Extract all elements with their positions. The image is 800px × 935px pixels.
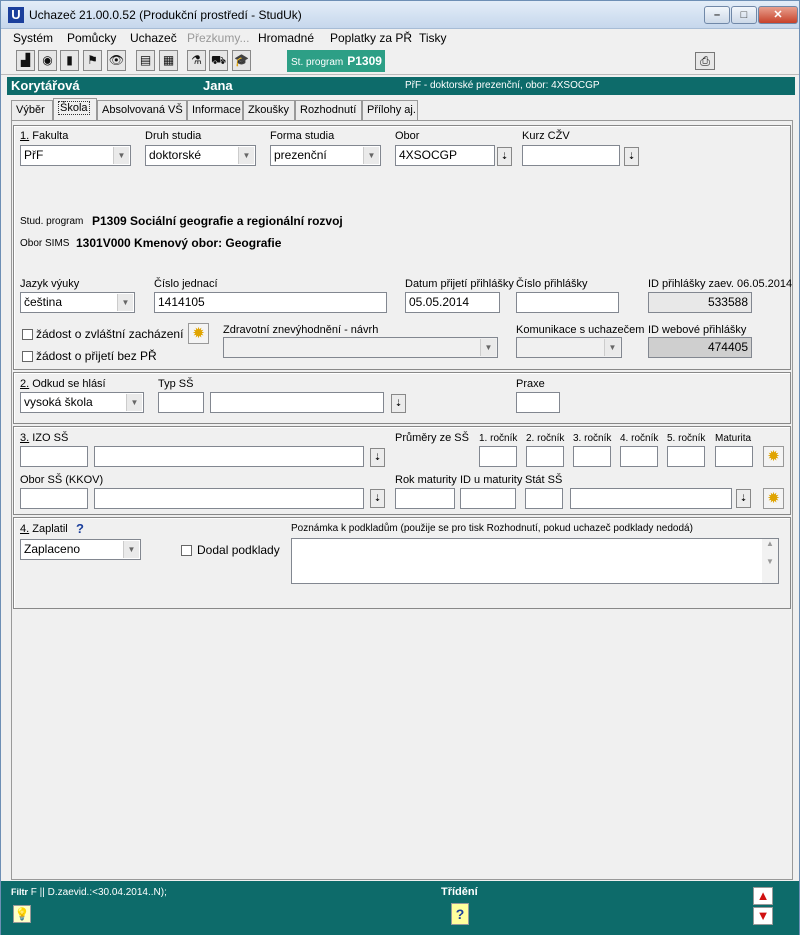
- toolbar: [1, 47, 799, 75]
- tab-skola[interactable]: [53, 98, 97, 120]
- tab-vyber[interactable]: Výběr: [11, 100, 53, 120]
- st-program-indicator: [287, 50, 385, 72]
- komunikace-select[interactable]: [516, 337, 622, 358]
- stat-ss-label: Stát SŠ: [525, 474, 563, 486]
- obor-field[interactable]: 4XSOCGP: [395, 145, 495, 166]
- zaplatil-help-icon[interactable]: ?: [76, 521, 84, 536]
- rocnik5-label: 5. ročník: [667, 433, 706, 444]
- graduation-icon[interactable]: 🎓: [232, 50, 251, 71]
- menu-bar: [1, 29, 799, 47]
- obor-pick-button[interactable]: ⇣: [497, 147, 512, 166]
- filter-label: Filtr: [11, 887, 28, 897]
- chevron-down-icon: ▼: [123, 541, 139, 558]
- druh-studia-value: doktorské: [149, 148, 202, 162]
- rocnik3-field[interactable]: [573, 446, 611, 467]
- eye-icon[interactable]: 👁: [107, 50, 126, 71]
- stud-program-value: P1309 Sociální geografie a regionální rozvoj: [92, 214, 343, 228]
- kurz-czv-field[interactable]: [522, 145, 620, 166]
- grid-icon[interactable]: ▦: [159, 50, 178, 71]
- tab-rozhodnuti[interactable]: Rozhodnutí: [295, 100, 362, 120]
- fakulta-value: PřF: [24, 148, 44, 162]
- stat-ss-pick-button[interactable]: ⇣: [736, 489, 751, 508]
- dodal-podklady-checkbox[interactable]: [181, 545, 192, 556]
- obor-sims-value: 1301V000 Kmenový obor: Geografie: [76, 236, 282, 250]
- tab-absolvovana-vs[interactable]: Absolvovaná VŠ: [97, 100, 187, 120]
- zadost-bez-pr-label: žádost o přijetí bez PŘ: [36, 349, 157, 363]
- rok-maturity-label: Rok maturity: [395, 474, 457, 486]
- trideni-label: Třídění: [441, 886, 478, 898]
- odkud-label: 2. Odkud se hlásí: [20, 378, 106, 390]
- document-icon[interactable]: ▤: [136, 50, 155, 71]
- sun-icon[interactable]: ✹: [763, 446, 784, 467]
- rok-maturity-field[interactable]: [395, 488, 455, 509]
- typ-ss-pick-button[interactable]: ⇣: [391, 394, 406, 413]
- obor-ss-label: Obor SŠ (KKOV): [20, 474, 104, 486]
- zadost-bez-pr-checkbox[interactable]: [22, 351, 33, 362]
- stairs-icon[interactable]: ▟: [16, 50, 35, 71]
- arrow-down-icon[interactable]: ▼: [753, 907, 773, 925]
- rocnik4-field[interactable]: [620, 446, 658, 467]
- cislo-prihlasky-field[interactable]: [516, 292, 619, 313]
- zadost-zvlastni-label: žádost o zvláštní zacházení: [36, 327, 184, 341]
- zaplatil-label: 4. Zaplatil: [20, 523, 68, 535]
- izo-ss-name-field[interactable]: [94, 446, 364, 467]
- filter-text: [11, 887, 167, 898]
- rocnik2-field[interactable]: [526, 446, 564, 467]
- id-maturity-field[interactable]: [460, 488, 516, 509]
- applicant-header: [7, 77, 795, 95]
- forma-studia-label: Forma studia: [270, 130, 335, 142]
- poznamka-textarea[interactable]: [291, 538, 779, 584]
- jazyk-select[interactable]: [20, 292, 135, 313]
- section-izo: [13, 426, 791, 515]
- program-info: PřF - doktorské prezenční, obor: 4XSOCGP: [405, 80, 600, 91]
- stat-ss-name-field[interactable]: [570, 488, 732, 509]
- izo-ss-pick-button[interactable]: ⇣: [370, 448, 385, 467]
- obor-sims-label: Obor SIMS: [20, 238, 70, 249]
- chevron-down-icon: ▼: [117, 294, 133, 311]
- section-fakulta: [13, 125, 791, 370]
- dodal-podklady-label: Dodal podklady: [197, 543, 280, 557]
- izo-ss-field[interactable]: [20, 446, 88, 467]
- tab-zkousky[interactable]: Zkoušky: [243, 100, 295, 120]
- book-icon[interactable]: ▮: [60, 50, 79, 71]
- maturita-field[interactable]: [715, 446, 753, 467]
- prumery-label: Průměry ze SŠ: [395, 432, 469, 444]
- menu-uchazec[interactable]: Uchazeč: [130, 31, 177, 45]
- praxe-label: Praxe: [516, 378, 545, 390]
- id-webove-field: 474405: [648, 337, 752, 358]
- rocnik1-field[interactable]: [479, 446, 517, 467]
- obor-ss-pick-button[interactable]: ⇣: [370, 489, 385, 508]
- jazyk-label: Jazyk výuky: [20, 278, 80, 290]
- poznamka-label: Poznámka k podkladům (použije se pro tisk Rozhodnutí, pokud uchazeč podklady nedodá): [291, 523, 693, 534]
- poznamka-scrollbar[interactable]: ▲ ▼: [762, 539, 778, 583]
- tab-informace[interactable]: Informace: [187, 100, 243, 120]
- cislo-jednaci-field[interactable]: 1414105: [154, 292, 387, 313]
- wizard-icon[interactable]: ⚗: [187, 50, 206, 71]
- rocnik4-label: 4. ročník: [620, 433, 659, 444]
- sun-icon[interactable]: ✹: [763, 488, 784, 509]
- st-program-value: P1309: [347, 54, 382, 68]
- rocnik1-label: 1. ročník: [479, 433, 518, 444]
- chevron-down-icon: ▼: [126, 394, 142, 411]
- fakulta-select[interactable]: [20, 145, 131, 166]
- praxe-field[interactable]: [516, 392, 560, 413]
- rocnik2-label: 2. ročník: [526, 433, 565, 444]
- forma-studia-select[interactable]: [270, 145, 381, 166]
- menu-pomucky[interactable]: Pomůcky: [67, 31, 117, 45]
- cart-icon[interactable]: ⛟: [209, 50, 228, 71]
- datum-prijeti-field[interactable]: 05.05.2014: [405, 292, 500, 313]
- odkud-select[interactable]: [20, 392, 144, 413]
- zadost-zvlastni-checkbox[interactable]: [22, 329, 33, 340]
- zaplatil-value: Zaplaceno: [24, 542, 81, 556]
- lightbulb-icon[interactable]: 💡: [14, 907, 30, 921]
- kurz-pick-button[interactable]: ⇣: [624, 147, 639, 166]
- maximize-button[interactable]: □: [731, 6, 757, 24]
- id-webove-label: ID webové přihlášky: [648, 324, 747, 336]
- menu-prezkumy[interactable]: Přezkumy...: [187, 31, 250, 45]
- arrow-up-icon[interactable]: ▲: [753, 887, 773, 905]
- status-bar: [1, 881, 799, 935]
- id-prihlasky-field: 533588: [648, 292, 752, 313]
- section-odkud: [13, 372, 791, 424]
- stat-ss-code-field[interactable]: [525, 488, 563, 509]
- menu-poplatky[interactable]: Poplatky za PŘ: [330, 31, 413, 45]
- rocnik5-field[interactable]: [667, 446, 705, 467]
- izo-ss-label: 3. IZO SŠ: [20, 432, 69, 444]
- druh-studia-label: Druh studia: [145, 130, 202, 142]
- stud-program-label: Stud. program: [20, 216, 84, 227]
- id-prihlasky-label: ID přihlášky zaev. 06.05.2014: [648, 278, 793, 290]
- tab-skola-label: Škola: [60, 102, 88, 114]
- zdravotni-select[interactable]: [223, 337, 498, 358]
- rocnik3-label: 3. ročník: [573, 433, 612, 444]
- kurz-czv-label: Kurz CŽV: [522, 130, 570, 142]
- druh-studia-select[interactable]: [145, 145, 256, 166]
- chevron-down-icon: ▼: [363, 147, 379, 164]
- zaplatil-select[interactable]: [20, 539, 141, 560]
- menu-hromadne[interactable]: Hromadné: [258, 31, 315, 45]
- odkud-value: vysoká škola: [24, 395, 93, 409]
- minimize-button[interactable]: –: [704, 6, 730, 24]
- obor-label: Obor: [395, 130, 420, 142]
- chevron-down-icon: ▼: [113, 147, 129, 164]
- id-maturity-label: ID u maturity: [460, 474, 523, 486]
- st-program-label: St. program: [291, 57, 344, 68]
- cislo-jednaci-label: Číslo jednací: [154, 278, 218, 290]
- circle-icon[interactable]: ◉: [38, 50, 57, 71]
- typ-ss-code-field[interactable]: [158, 392, 204, 413]
- chevron-down-icon: ▼: [604, 339, 620, 356]
- applicant-surname: Korytářová: [11, 78, 80, 93]
- print-icon[interactable]: ⎙: [695, 52, 715, 70]
- fakulta-label: 1. Fakulta: [20, 130, 69, 142]
- chevron-down-icon: ▼: [238, 147, 254, 164]
- flag-icon[interactable]: ⚑: [83, 50, 102, 71]
- sun-icon[interactable]: ✹: [188, 323, 209, 344]
- obor-ss-code-field[interactable]: [20, 488, 88, 509]
- chevron-down-icon: ▼: [480, 339, 496, 356]
- menu-system[interactable]: Systém: [13, 31, 54, 45]
- section-zaplatil: [13, 517, 791, 609]
- filter-value: F || D.zaevid.:<30.04.2014..N);: [30, 887, 167, 898]
- menu-tisky[interactable]: Tisky: [419, 31, 447, 45]
- cislo-prihlasky-label: Číslo přihlášky: [516, 278, 588, 290]
- window-title: Uchazeč 21.00.0.52 (Produkční prostředí - StudUk): [29, 8, 302, 22]
- zdravotni-label: Zdravotní znevýhodnění - návrh: [223, 324, 379, 336]
- obor-ss-name-field[interactable]: [94, 488, 364, 509]
- tab-prilohy[interactable]: Přílohy aj.: [362, 100, 418, 120]
- app-icon: U: [8, 7, 24, 23]
- help-icon[interactable]: ?: [451, 903, 469, 925]
- maturita-label: Maturita: [715, 433, 752, 444]
- datum-prijeti-label: Datum přijetí přihlášky: [405, 278, 514, 290]
- applicant-firstname: Jana: [203, 78, 233, 93]
- forma-studia-value: prezenční: [274, 148, 327, 162]
- title-bar: [1, 1, 799, 29]
- jazyk-value: čeština: [24, 295, 63, 309]
- komunikace-label: Komunikace s uchazečem: [516, 324, 645, 336]
- close-button[interactable]: ✕: [758, 6, 798, 24]
- typ-ss-label: Typ SŠ: [158, 378, 194, 390]
- typ-ss-name-field[interactable]: [210, 392, 384, 413]
